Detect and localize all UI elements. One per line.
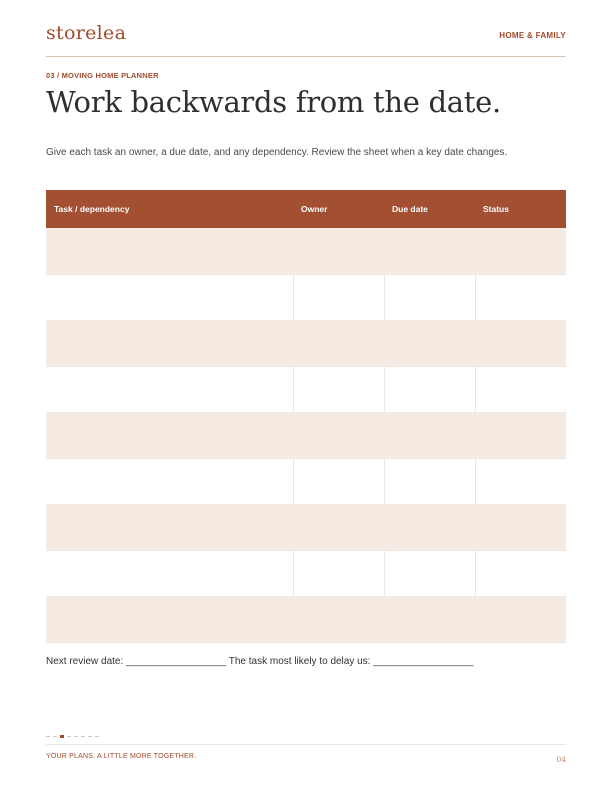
page-number: 04 <box>556 755 566 764</box>
header-status: Status <box>475 190 566 228</box>
table-row <box>46 320 566 366</box>
due-date-cell[interactable] <box>384 228 475 274</box>
progress-dot-active <box>60 735 64 738</box>
status-cell[interactable] <box>475 504 566 550</box>
table-row <box>46 228 566 274</box>
owner-cell[interactable] <box>293 320 384 366</box>
due-date-cell[interactable] <box>384 320 475 366</box>
progress-dot <box>88 736 92 737</box>
page-title: Work backwards from the date. <box>46 85 501 119</box>
owner-cell[interactable] <box>293 504 384 550</box>
progress-dot <box>53 736 57 737</box>
status-cell[interactable] <box>475 412 566 458</box>
owner-cell[interactable] <box>293 412 384 458</box>
footer-divider <box>46 744 566 745</box>
table-row <box>46 596 566 642</box>
status-cell[interactable] <box>475 366 566 412</box>
table-row <box>46 412 566 458</box>
task-cell[interactable] <box>46 504 293 550</box>
due-date-cell[interactable] <box>384 504 475 550</box>
header-divider <box>46 56 566 57</box>
category-label: HOME & FAMILY <box>499 31 566 40</box>
due-date-cell[interactable] <box>384 458 475 504</box>
progress-dot <box>95 736 99 737</box>
section-label: 03 / MOVING HOME PLANNER <box>46 71 159 80</box>
task-cell[interactable] <box>46 458 293 504</box>
task-cell[interactable] <box>46 274 293 320</box>
header-owner: Owner <box>293 190 384 228</box>
table-row <box>46 274 566 320</box>
status-cell[interactable] <box>475 274 566 320</box>
review-date-line: Next review date: __________________ The task most likely to delay us: __________________ <box>46 656 474 667</box>
owner-cell[interactable] <box>293 366 384 412</box>
due-date-cell[interactable] <box>384 274 475 320</box>
task-planner-table <box>46 190 566 643</box>
task-cell[interactable] <box>46 366 293 412</box>
owner-cell[interactable] <box>293 228 384 274</box>
page-progress-dots <box>46 735 99 738</box>
due-date-cell[interactable] <box>384 596 475 642</box>
status-cell[interactable] <box>475 458 566 504</box>
owner-cell[interactable] <box>293 458 384 504</box>
table-row <box>46 458 566 504</box>
table-row <box>46 366 566 412</box>
footer-tagline: YOUR PLANS. A LITTLE MORE TOGETHER. <box>46 753 197 760</box>
table-row <box>46 504 566 550</box>
intro-text: Give each task an owner, a due date, and any dependency. Review the sheet when a key date changes. <box>46 147 508 158</box>
due-date-cell[interactable] <box>384 550 475 596</box>
brand-logo: storelea <box>46 22 127 44</box>
owner-cell[interactable] <box>293 550 384 596</box>
due-date-cell[interactable] <box>384 366 475 412</box>
task-cell[interactable] <box>46 228 293 274</box>
progress-dot <box>67 736 71 737</box>
task-cell[interactable] <box>46 412 293 458</box>
header-task-dependency: Task / dependency <box>46 190 293 228</box>
owner-cell[interactable] <box>293 596 384 642</box>
table-header-row <box>46 190 566 228</box>
owner-cell[interactable] <box>293 274 384 320</box>
task-cell[interactable] <box>46 320 293 366</box>
progress-dot <box>81 736 85 737</box>
task-cell[interactable] <box>46 550 293 596</box>
header-due-date: Due date <box>384 190 475 228</box>
table-row <box>46 550 566 596</box>
progress-dot <box>74 736 78 737</box>
progress-dot <box>46 736 50 737</box>
status-cell[interactable] <box>475 550 566 596</box>
status-cell[interactable] <box>475 320 566 366</box>
due-date-cell[interactable] <box>384 412 475 458</box>
task-cell[interactable] <box>46 596 293 642</box>
status-cell[interactable] <box>475 596 566 642</box>
status-cell[interactable] <box>475 228 566 274</box>
